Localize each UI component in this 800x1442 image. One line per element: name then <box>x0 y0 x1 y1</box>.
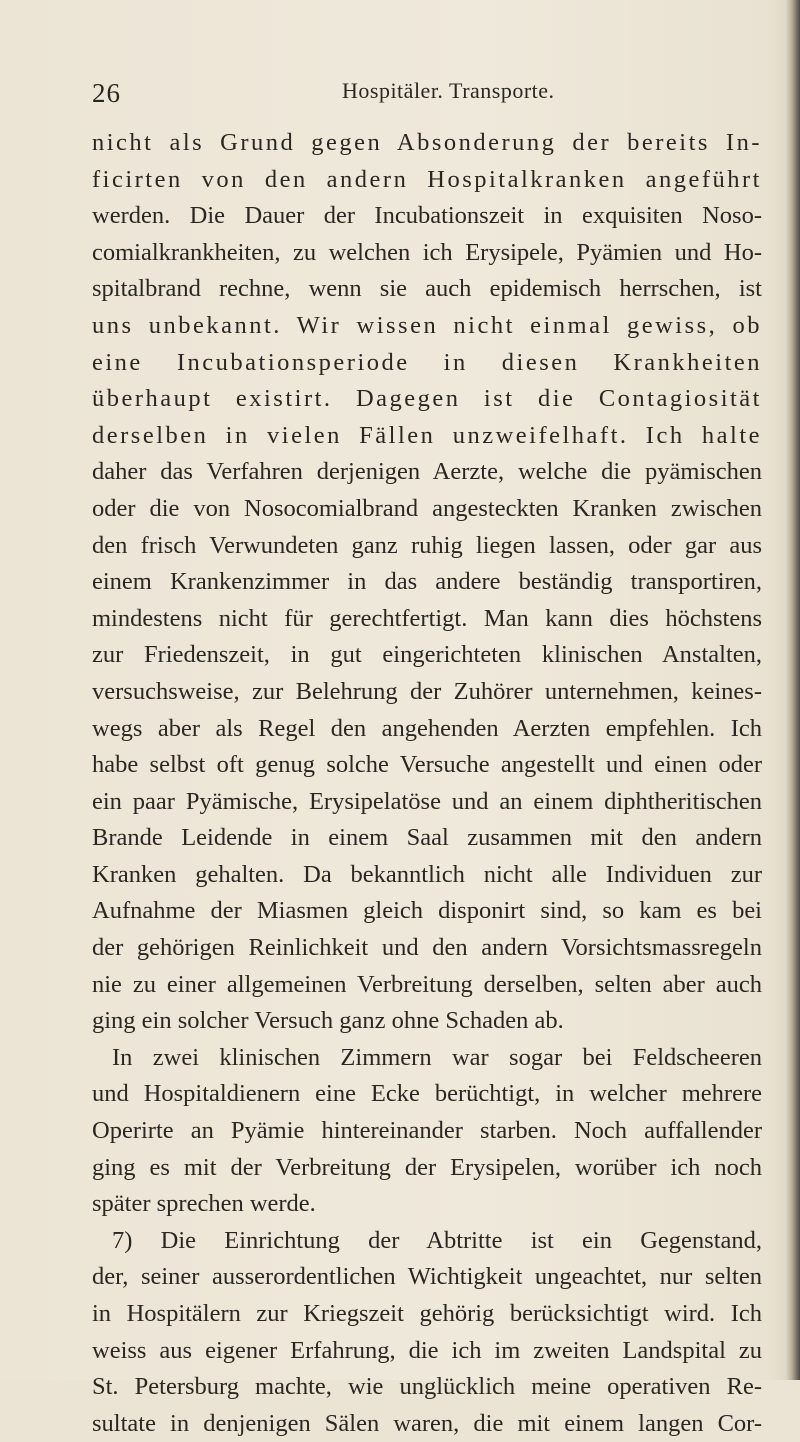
body-text <box>92 125 762 1442</box>
text-line: Aufnahme der Miasmen gleich disponirt sind, so kam es bei <box>92 897 762 925</box>
text-line: sultate in denjenigen Sälen waren, die mit einem langen Cor- <box>92 1409 762 1437</box>
text-line: 7) Die Einrichtung der Abtritte ist ein Gegenstand, <box>112 1226 762 1254</box>
text-line: Operirte an Pyämie hintereinander starben. Noch auffallender <box>92 1117 762 1145</box>
text-line: nie zu einer allgemeinen Verbreitung derselben, selten aber auch <box>92 970 762 998</box>
text-line: eine Incubationsperiode in diesen Krankheiten <box>92 348 762 376</box>
text-line: mindestens nicht für gerechtfertigt. Man kann dies höchstens <box>92 604 762 632</box>
text-line: habe selbst oft genug solche Versuche angestellt und einen oder <box>92 751 762 779</box>
text-line: nicht als Grund gegen Absonderung der bereits In- <box>92 129 762 156</box>
text-line: der, seiner ausserordentlichen Wichtigkeit ungeachtet, nur selten <box>92 1263 762 1291</box>
page-number: 26 <box>92 78 121 108</box>
text-line: In zwei klinischen Zimmern war sogar bei Feldscheeren <box>112 1043 762 1071</box>
page-edge-shadow <box>786 0 800 1380</box>
running-head: Hospitäler. Transporte. <box>342 78 555 103</box>
text-line: Kranken gehalten. Da bekanntlich nicht alle Individuen zur <box>92 860 762 888</box>
text-line: St. Petersburg machte, wie unglücklich meine operativen Re- <box>92 1373 762 1401</box>
text-line: werden. Die Dauer der Incubationszeit in exquisiten Noso- <box>92 202 762 230</box>
text-line: und Hospitaldienern eine Ecke berüchtigt, in welcher mehrere <box>92 1080 762 1108</box>
text-line: Brande Leidende in einem Saal zusammen mit den andern <box>92 824 762 852</box>
text-line: uns unbekannt. Wir wissen nicht einmal gewiss, ob <box>92 311 762 339</box>
text-line: den frisch Verwundeten ganz ruhig liegen lassen, oder gar aus <box>92 531 762 559</box>
text-line: überhaupt existirt. Dagegen ist die Contagiosität <box>92 385 762 413</box>
page-header <box>92 78 760 112</box>
text-line: ficirten von den andern Hospitalkranken angeführt <box>92 165 762 193</box>
text-line: der gehörigen Reinlichkeit und den andern Vorsichtsmassregeln <box>92 934 762 962</box>
text-line: daher das Verfahren derjenigen Aerzte, welche die pyämischen <box>92 458 762 486</box>
text-line: spitalbrand rechne, wenn sie auch epidemisch herrschen, ist <box>92 275 762 303</box>
text-line: weiss aus eigener Erfahrung, die ich im zweiten Landspital zu <box>92 1336 762 1364</box>
text-line: ging ein solcher Versuch ganz ohne Schaden ab. <box>92 1007 564 1035</box>
text-line: wegs aber als Regel den angehenden Aerzten empfehlen. Ich <box>92 714 762 742</box>
text-line: einem Krankenzimmer in das andere beständig transportiren, <box>92 568 762 596</box>
text-line: comialkrankheiten, zu welchen ich Erysipele, Pyämien und Ho- <box>92 238 762 266</box>
text-line: derselben in vielen Fällen unzweifelhaft. Ich halte <box>92 421 762 449</box>
text-line: ging es mit der Verbreitung der Erysipelen, worüber ich noch <box>92 1153 762 1181</box>
text-line: später sprechen werde. <box>92 1190 316 1218</box>
text-line: zur Friedenszeit, in gut eingerichteten klinischen Anstalten, <box>92 641 762 669</box>
text-line: ein paar Pyämische, Erysipelatöse und an einem diphtheritischen <box>92 787 762 815</box>
text-line: versuchsweise, zur Belehrung der Zuhörer unternehmen, keines- <box>92 677 762 705</box>
text-line: oder die von Nosocomialbrand angesteckten Kranken zwischen <box>92 494 762 522</box>
text-line: in Hospitälern zur Kriegszeit gehörig berücksichtigt wird. Ich <box>92 1300 762 1327</box>
